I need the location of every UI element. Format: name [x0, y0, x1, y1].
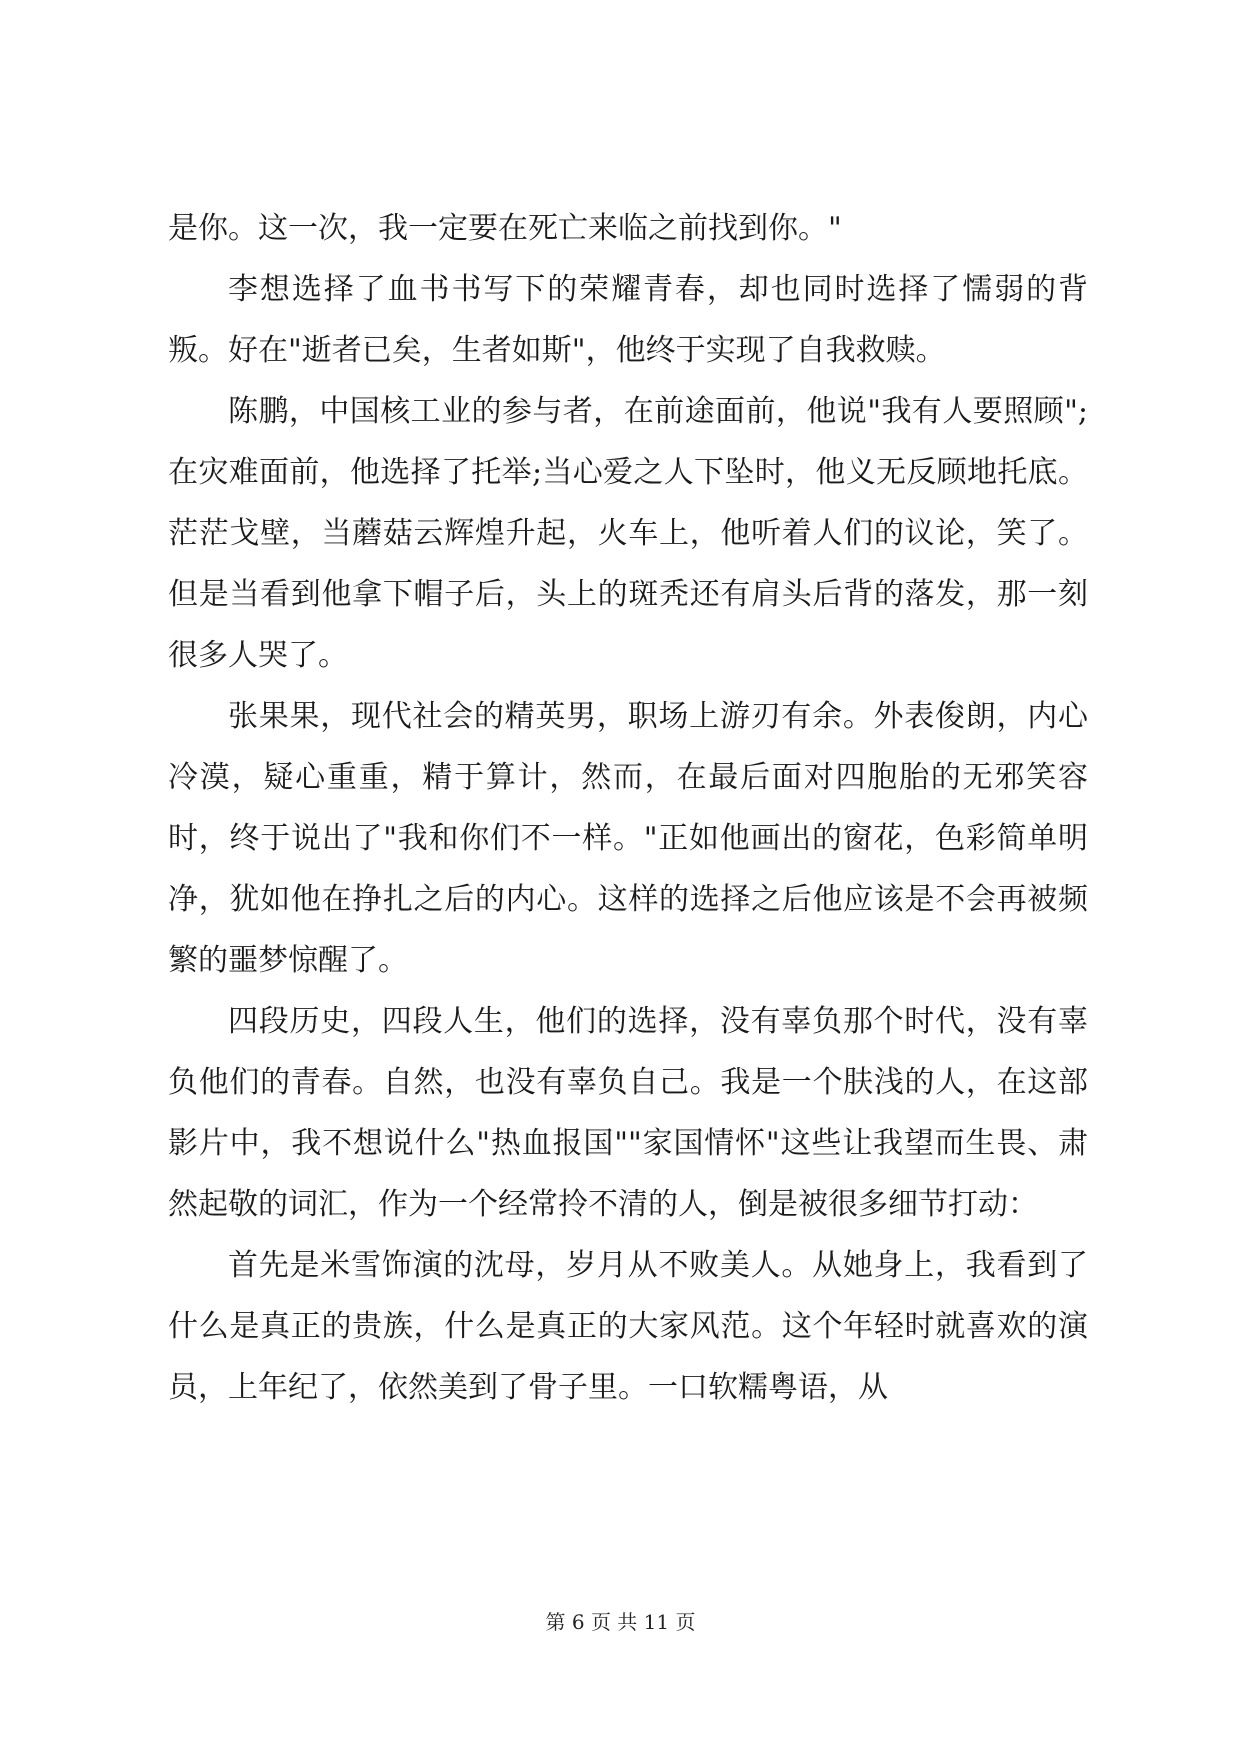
page-number-footer: 第 6 页 共 11 页	[545, 1610, 696, 1634]
paragraph-6: 首先是米雪饰演的沈母，岁月从不败美人。从她身上，我看到了什么是真正的贵族，什么是真正的大家风范。这个年轻时就喜欢的演员，上年纪了，依然美到了骨子里。一口软糯粤语，从	[168, 1248, 1088, 1405]
paragraph-4: 张果果，现代社会的精英男，职场上游刃有余。外表俊朗，内心冷漠，疑心重重，精于算计，然而，在最后面对四胞胎的无邪笑容时，终于说出了"我和你们不一样。"正如他画出的窗花，色彩简单明净，犹如他在挣扎之后的内心。这样的选择之后他应该是不会再被频繁的噩梦惊醒了。	[168, 699, 1088, 978]
paragraph-5: 四段历史，四段人生，他们的选择，没有辜负那个时代，没有辜负他们的青春。自然，也没有辜负自己。我是一个肤浅的人，在这部影片中，我不想说什么"热血报国""家国情怀"这些让我望而生畏、肃然起敬的词汇，作为一个经常拎不清的人，倒是被很多细节打动：	[168, 1004, 1088, 1222]
paragraph-3: 陈鹏，中国核工业的参与者，在前途面前，他说"我有人要照顾";在灾难面前，他选择了托举;当心爱之人下坠时，他义无反顾地托底。茫茫戈壁，当蘑菇云辉煌升起，火车上，他听着人们的议论，笑了。但是当看到他拿下帽子后，头上的斑秃还有肩头后背的落发，那一刻很多人哭了。	[168, 394, 1088, 673]
document-body	[168, 198, 1088, 1418]
paragraph-2: 李想选择了血书书写下的荣耀青春，却也同时选择了懦弱的背叛。好在"逝者已矣，生者如斯"，他终于实现了自我救赎。	[168, 272, 1088, 368]
paragraph-1: 是你。这一次，我一定要在死亡来临之前找到你。"	[168, 211, 842, 246]
